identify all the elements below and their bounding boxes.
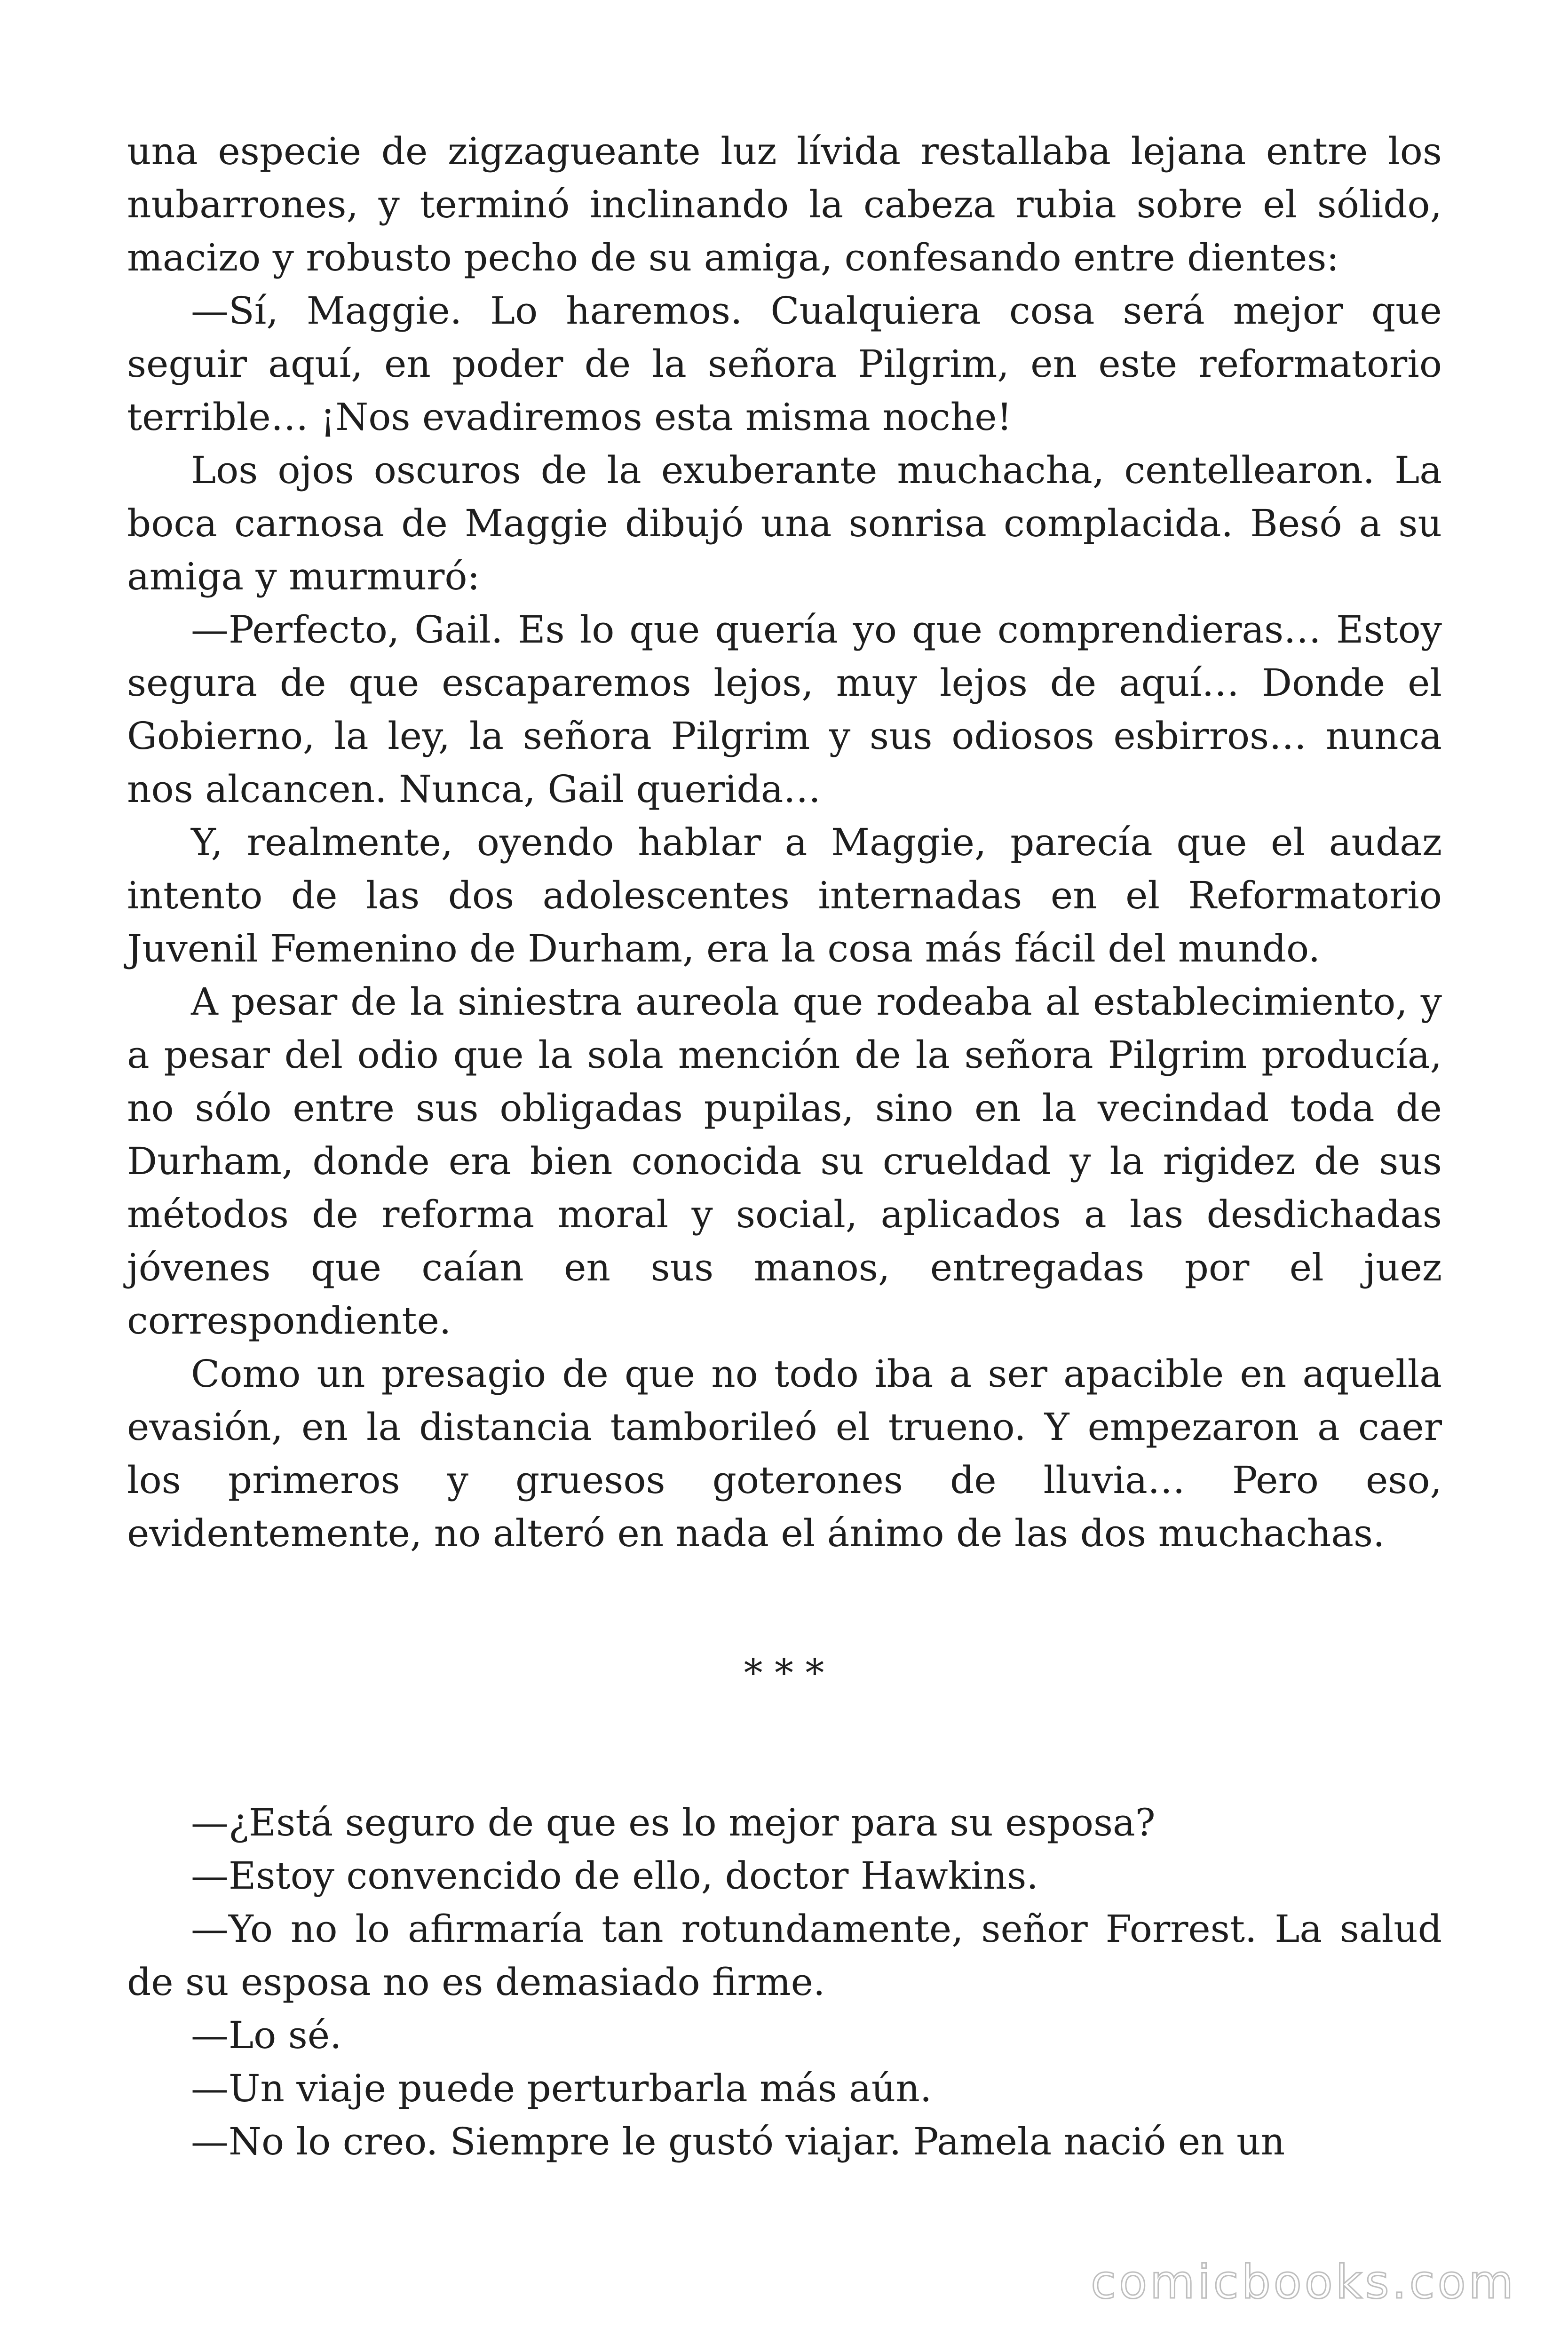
dialogue-line: —Yo no lo afirmaría tan rotundamente, señor Forrest. La salud de su esposa no es demasiado firme. [127, 1907, 1442, 2004]
paragraph: —Perfecto, Gail. Es lo que quería yo que comprendieras… Estoy segura de que escaparemos lejos, muy lejos de aquí… Donde el Gobierno, la ley, la señora Pilgrim y sus odiosos esbirros… nunca nos alcancen. Nunca, Gail querida… [127, 608, 1442, 811]
paragraph: una especie de zigzagueante luz lívida restallaba lejana entre los nubarrones, y terminó inclinando la cabeza rubia sobre el sólido, macizo y robusto pecho de su amiga, confesando entre dientes: [127, 129, 1442, 279]
text-section-one [127, 125, 1442, 1560]
dialogue-line: —Lo sé. [191, 2013, 342, 2057]
paragraph: —Sí, Maggie. Lo haremos. Cualquiera cosa será mejor que seguir aquí, en poder de la señora Pilgrim, en este reformatorio terrible… ¡Nos evadiremos esta misma noche! [127, 289, 1442, 439]
dialogue-line: —Un viaje puede perturbarla más aún. [191, 2066, 932, 2110]
dialogue-line: —¿Está seguro de que es lo mejor para su esposa? [191, 1801, 1156, 1844]
paragraph: A pesar de la siniestra aureola que rodeaba al establecimiento, y a pesar del odio que la sola mención de la señora Pilgrim producía, no sólo entre sus obligadas pupilas, sino en la vecindad toda de Durham, donde era bien conocida su crueldad y la rigidez de sus métodos de reforma moral y social, aplicados a las desdichadas jóvenes que caían en sus manos, entregadas por el juez correspondiente. [127, 980, 1442, 1343]
paragraph: Y, realmente, oyendo hablar a Maggie, parecía que el audaz intento de las dos adolescentes internadas en el Reformatorio Juvenil Femenino de Durham, era la cosa más fácil del mundo. [127, 820, 1442, 970]
paragraph: Como un presagio de que no todo iba a ser apacible en aquella evasión, en la distancia tamborileó el trueno. Y empezaron a caer los primeros y gruesos goterones de lluvia… Pero eso, evidentemente, no alteró en nada el ánimo de las dos muchachas. [127, 1352, 1442, 1555]
section-separator: * * * [744, 1651, 824, 1695]
paragraph: Los ojos oscuros de la exuberante muchacha, centellearon. La boca carnosa de Maggie dibujó una sonrisa complacida. Besó a su amiga y murmuró: [127, 448, 1442, 598]
watermark-logo: comicbooks.com [1091, 2256, 1516, 2309]
dialogue-line: —Estoy convencido de ello, doctor Hawkins. [191, 1854, 1038, 1898]
text-section-two [127, 1796, 1442, 2168]
dialogue-line: —No lo creo. Siempre le gustó viajar. Pamela nació en un [191, 2120, 1285, 2163]
